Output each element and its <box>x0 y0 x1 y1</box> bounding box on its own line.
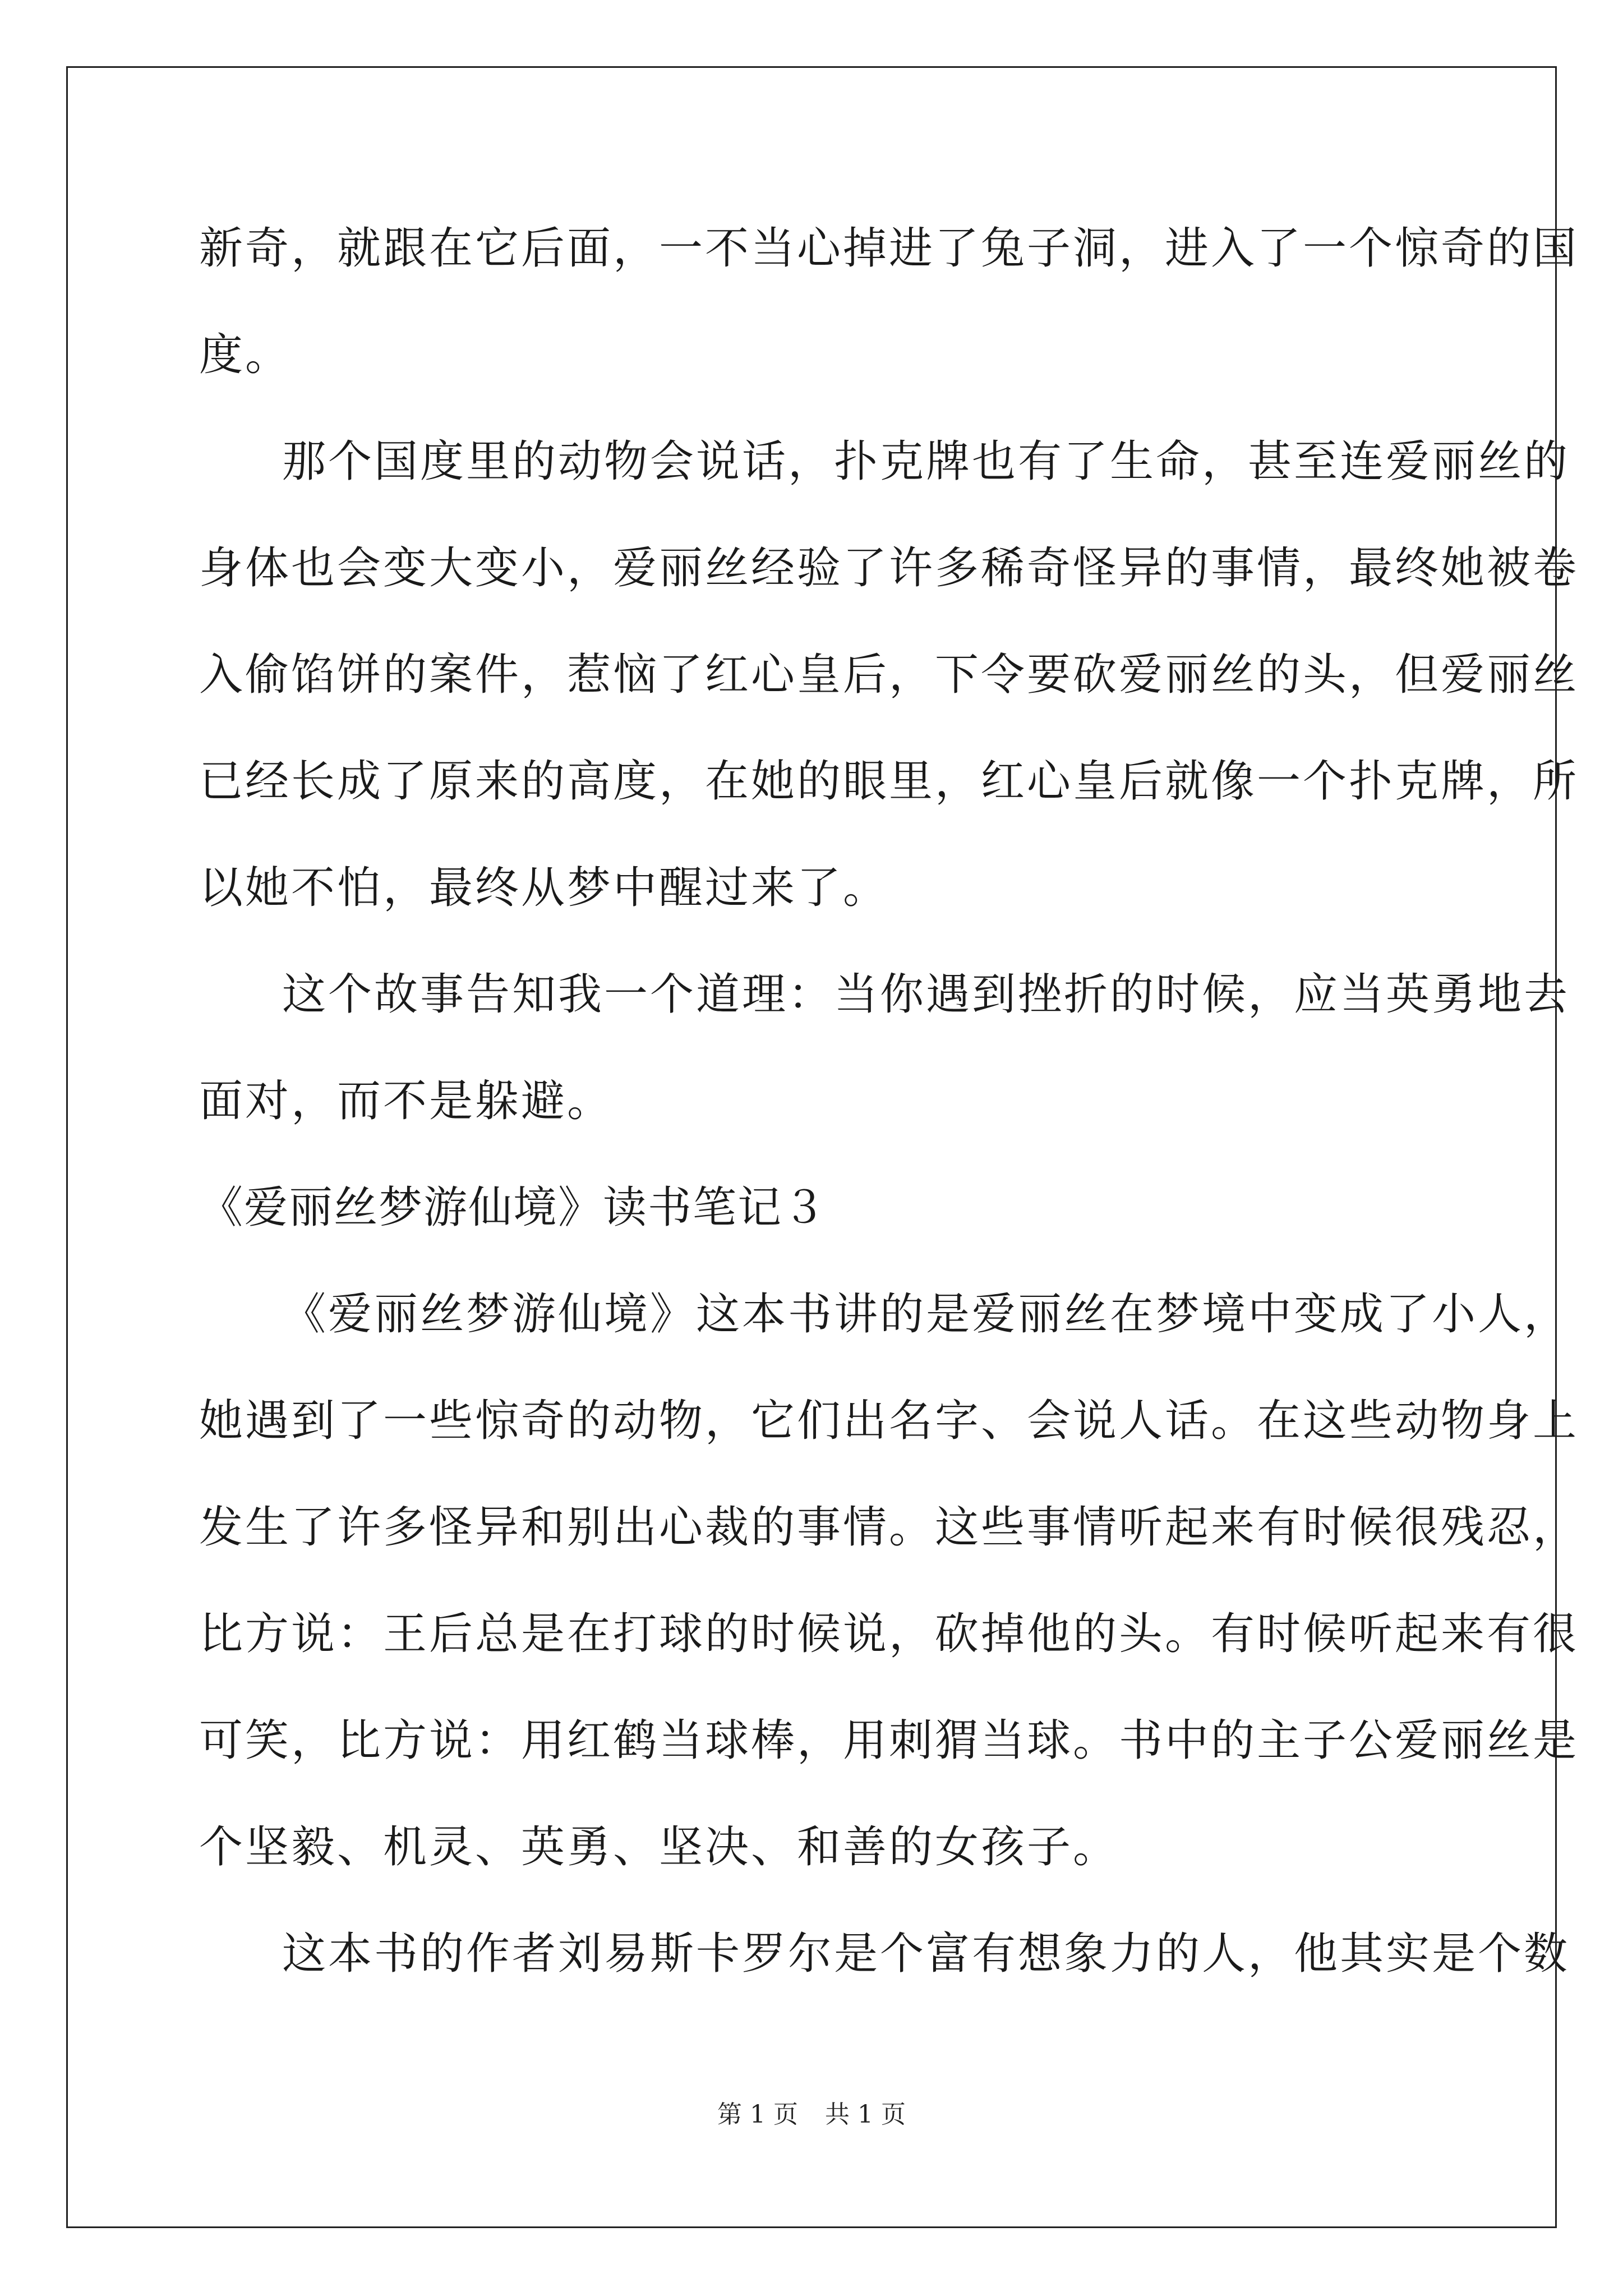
body-line: 面对，而不是躲避。 <box>199 1076 614 1126</box>
body-line: 入偷馅饼的案件，惹恼了红心皇后，下令要砍爱丽丝的头，但爱丽丝 <box>199 650 1579 700</box>
paragraph-start-line: 这个故事告知我一个道理：当你遇到挫折的时候，应当英勇地去 <box>282 969 1570 1020</box>
section-heading: 《爱丽丝梦游仙境》读书笔记３ <box>199 1182 828 1233</box>
body-line: 以她不怕，最终从梦中醒过来了。 <box>199 863 889 913</box>
page-number-current: 第 1 页 <box>717 2100 798 2129</box>
document-body <box>199 195 1579 2007</box>
body-line: 已经长成了原来的高度，在她的眼里，红心皇后就像一个扑克牌，所 <box>199 756 1579 807</box>
paragraph-start-line: 那个国度里的动物会说话，扑克牌也有了生命，甚至连爱丽丝的 <box>282 436 1570 487</box>
paragraph-start-line: 《爱丽丝梦游仙境》这本书讲的是爱丽丝在梦境中变成了小人， <box>282 1289 1570 1340</box>
body-line: 新奇，就跟在它后面，一不当心掉进了兔子洞，进入了一个惊奇的国 <box>199 223 1579 274</box>
body-line: 比方说：王后总是在打球的时候说，砍掉他的头。有时候听起来有很 <box>199 1609 1579 1659</box>
body-line: 度。 <box>199 330 292 380</box>
body-line: 发生了许多怪异和别出心裁的事情。这些事情听起来有时候很残忍， <box>199 1502 1579 1553</box>
body-line: 身体也会变大变小，爱丽丝经验了许多稀奇怪异的事情，最终她被卷 <box>199 543 1579 593</box>
body-line: 可笑，比方说：用红鹤当球棒，用刺猬当球。书中的主子公爱丽丝是 <box>199 1715 1579 1766</box>
body-line: 她遇到了一些惊奇的动物，它们出名字、会说人话。在这些动物身上 <box>199 1396 1579 1446</box>
body-line: 个坚毅、机灵、英勇、坚决、和善的女孩子。 <box>199 1822 1119 1872</box>
page-number-total: 共 1 页 <box>825 2100 906 2129</box>
paragraph-start-line: 这本书的作者刘易斯卡罗尔是个富有想象力的人，他其实是个数 <box>282 1929 1570 1979</box>
page-footer <box>0 2098 1623 2132</box>
